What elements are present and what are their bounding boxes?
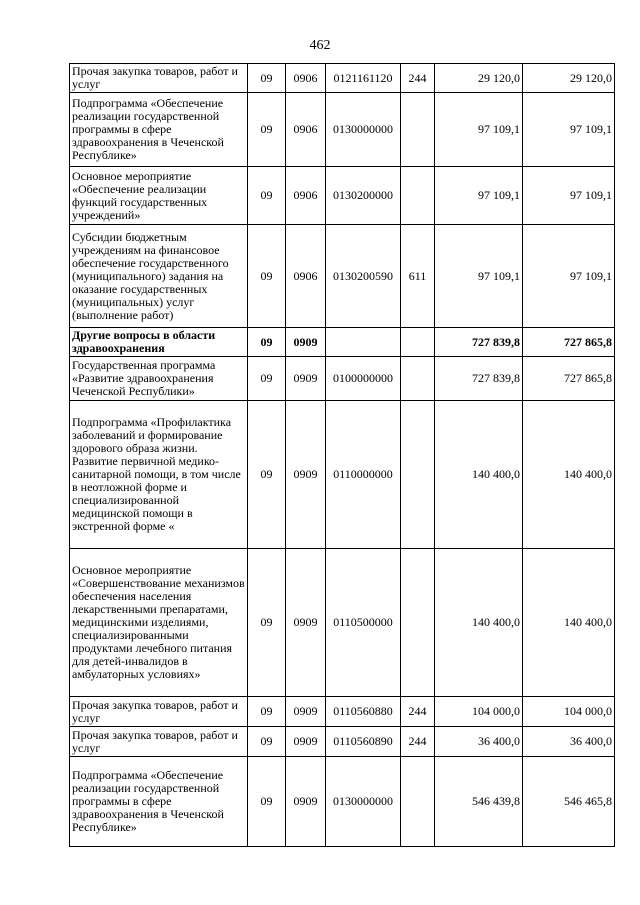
expense-type-code — [401, 167, 435, 225]
expense-type-code: 244 — [401, 727, 435, 757]
table-row — [70, 93, 615, 167]
row-name: Подпрограмма «Обеспечение реализации государственной программы в сфере здравоохранения в Чеченской Республике» — [70, 757, 248, 847]
table-row — [70, 549, 615, 697]
subsection-code: 0909 — [286, 757, 326, 847]
table-row — [70, 64, 615, 93]
row-name: Другие вопросы в области здравоохранения — [70, 328, 248, 357]
target-article-code: 0100000000 — [326, 357, 401, 401]
row-name: Основное мероприятие «Совершенствование механизмов обеспечения населения лекарственными препаратами, медицинскими изделиями, специализированными продуктами лечебного питания для детей-инвалидов в амбулаторных условиях» — [70, 549, 248, 697]
table-row — [70, 727, 615, 757]
table-row — [70, 697, 615, 727]
subsection-code: 0906 — [286, 167, 326, 225]
section-code: 09 — [248, 549, 286, 697]
section-code: 09 — [248, 727, 286, 757]
subsection-code: 0909 — [286, 727, 326, 757]
section-code: 09 — [248, 757, 286, 847]
row-name: Прочая закупка товаров, работ и услуг — [70, 697, 248, 727]
section-code: 09 — [248, 328, 286, 357]
amount-year-1: 140 400,0 — [435, 401, 523, 549]
target-article-code: 0130000000 — [326, 757, 401, 847]
amount-year-1: 97 109,1 — [435, 93, 523, 167]
section-code: 09 — [248, 357, 286, 401]
table-row — [70, 328, 615, 357]
expense-type-code — [401, 93, 435, 167]
amount-year-2: 546 465,8 — [523, 757, 615, 847]
amount-year-2: 727 865,8 — [523, 357, 615, 401]
amount-year-1: 97 109,1 — [435, 167, 523, 225]
section-code: 09 — [248, 401, 286, 549]
subsection-code: 0909 — [286, 697, 326, 727]
target-article-code: 0130200000 — [326, 167, 401, 225]
section-code: 09 — [248, 697, 286, 727]
amount-year-2: 727 865,8 — [523, 328, 615, 357]
table-row — [70, 357, 615, 401]
amount-year-1: 546 439,8 — [435, 757, 523, 847]
table-row — [70, 167, 615, 225]
subsection-code: 0906 — [286, 225, 326, 328]
target-article-code — [326, 328, 401, 357]
table-row — [70, 401, 615, 549]
subsection-code: 0909 — [286, 549, 326, 697]
target-article-code: 0121161120 — [326, 64, 401, 93]
table-row — [70, 225, 615, 328]
amount-year-2: 104 000,0 — [523, 697, 615, 727]
amount-year-2: 97 109,1 — [523, 93, 615, 167]
amount-year-1: 104 000,0 — [435, 697, 523, 727]
amount-year-2: 140 400,0 — [523, 401, 615, 549]
amount-year-2: 140 400,0 — [523, 549, 615, 697]
section-code: 09 — [248, 64, 286, 93]
subsection-code: 0906 — [286, 64, 326, 93]
amount-year-1: 36 400,0 — [435, 727, 523, 757]
target-article-code: 0110500000 — [326, 549, 401, 697]
amount-year-1: 140 400,0 — [435, 549, 523, 697]
subsection-code: 0909 — [286, 357, 326, 401]
row-name: Основное мероприятие «Обеспечение реализации функций государственных учреждений» — [70, 167, 248, 225]
expense-type-code: 244 — [401, 64, 435, 93]
expense-type-code: 244 — [401, 697, 435, 727]
subsection-code: 0909 — [286, 328, 326, 357]
target-article-code: 0110560890 — [326, 727, 401, 757]
table-row — [70, 757, 615, 847]
target-article-code: 0130200590 — [326, 225, 401, 328]
expense-type-code — [401, 357, 435, 401]
row-name: Субсидии бюджетным учреждениям на финансовое обеспечение государственного (муниципального) задания на оказание государственных (муниципальных) услуг (выполнение работ) — [70, 225, 248, 328]
row-name: Прочая закупка товаров, работ и услуг — [70, 727, 248, 757]
section-code: 09 — [248, 93, 286, 167]
section-code: 09 — [248, 225, 286, 328]
expense-type-code — [401, 757, 435, 847]
page-number: 462 — [309, 38, 331, 53]
row-name: Подпрограмма «Обеспечение реализации государственной программы в сфере здравоохранения в Чеченской Республике» — [70, 93, 248, 167]
amount-year-2: 29 120,0 — [523, 64, 615, 93]
target-article-code: 0130000000 — [326, 93, 401, 167]
target-article-code: 0110560880 — [326, 697, 401, 727]
expense-type-code — [401, 328, 435, 357]
budget-table — [69, 63, 615, 847]
amount-year-1: 29 120,0 — [435, 64, 523, 93]
amount-year-1: 727 839,8 — [435, 328, 523, 357]
subsection-code: 0906 — [286, 93, 326, 167]
expense-type-code — [401, 401, 435, 549]
target-article-code: 0110000000 — [326, 401, 401, 549]
expense-type-code: 611 — [401, 225, 435, 328]
amount-year-2: 97 109,1 — [523, 225, 615, 328]
amount-year-2: 36 400,0 — [523, 727, 615, 757]
row-name: Прочая закупка товаров, работ и услуг — [70, 64, 248, 93]
amount-year-1: 727 839,8 — [435, 357, 523, 401]
row-name: Государственная программа «Развитие здравоохранения Чеченской Республики» — [70, 357, 248, 401]
row-name: Подпрограмма «Профилактика заболеваний и формирование здорового образа жизни. Развитие первичной медико-санитарной помощи, в том числе в неотложной форме и специализированной медицинской помощи в экстренной форме « — [70, 401, 248, 549]
section-code: 09 — [248, 167, 286, 225]
amount-year-1: 97 109,1 — [435, 225, 523, 328]
amount-year-2: 97 109,1 — [523, 167, 615, 225]
subsection-code: 0909 — [286, 401, 326, 549]
expense-type-code — [401, 549, 435, 697]
